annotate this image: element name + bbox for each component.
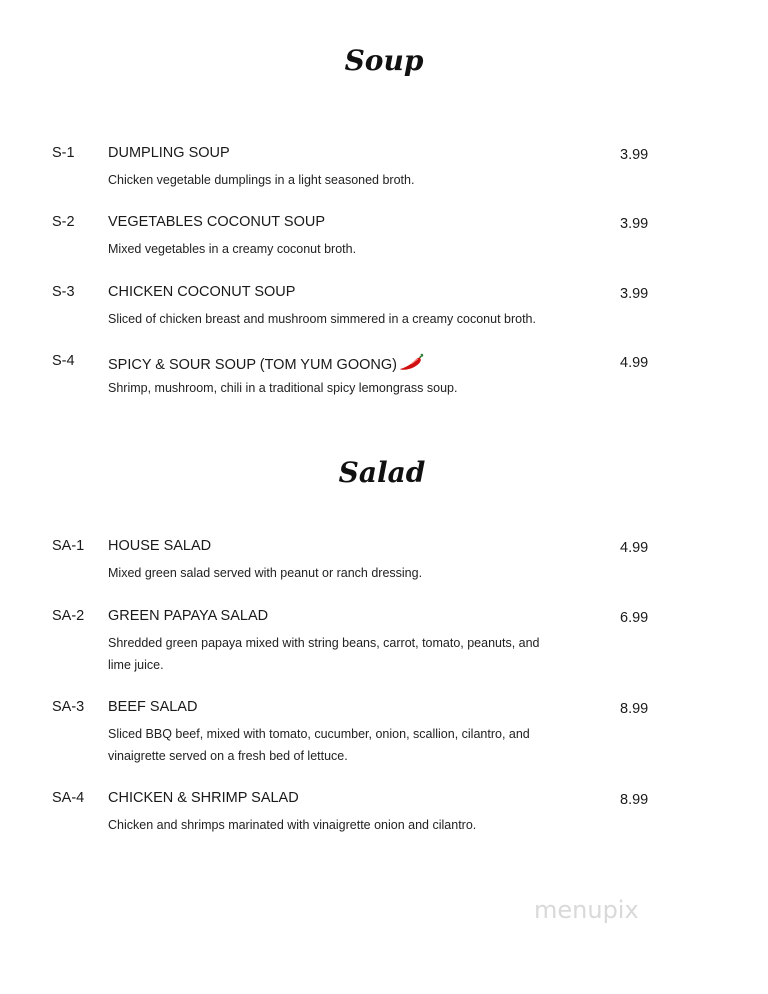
item-code: S-1 [52,145,75,161]
item-name: CHICKEN COCONUT SOUP [108,284,296,300]
item-name: BEEF SALAD [108,699,198,715]
item-description: Chicken and shrimps marinated with vinaigrette onion and cilantro. [108,818,477,832]
item-description: Sliced BBQ beef, mixed with tomato, cucumber, onion, scallion, cilantro, and vinaigrette served on a fresh bed of lettuce. [108,727,530,763]
item-description: Sliced of chicken breast and mushroom simmered in a creamy coconut broth. [108,312,536,326]
item-price: 8.99 [620,792,649,808]
salad-section-title: Salad [338,456,426,489]
item-name: CHICKEN & SHRIMP SALAD [108,790,299,806]
item-price: 3.99 [620,147,649,163]
soup-section-title: Soup [344,44,424,77]
item-code: SA-4 [52,790,85,806]
menupix-watermark: menupix [534,896,639,924]
item-price: 3.99 [620,286,649,302]
item-name-wrapper [108,353,425,373]
item-code: S-4 [52,353,75,369]
item-code: SA-3 [52,699,85,715]
item-code: SA-2 [52,608,85,624]
item-description: Mixed vegetables in a creamy coconut broth. [108,242,357,256]
item-price: 4.99 [620,355,649,371]
item-price: 4.99 [620,540,649,556]
item-code: S-3 [52,284,75,300]
item-name: DUMPLING SOUP [108,145,230,161]
chili-pepper-icon [399,353,425,373]
item-price: 3.99 [620,216,649,232]
item-name: HOUSE SALAD [108,538,212,554]
item-name: GREEN PAPAYA SALAD [108,608,269,624]
item-price: 8.99 [620,701,649,717]
item-name: VEGETABLES COCONUT SOUP [108,214,326,230]
item-price: 6.99 [620,610,649,626]
item-description: Chicken vegetable dumplings in a light seasoned broth. [108,173,415,187]
item-name: SPICY & SOUR SOUP (TOM YUM GOONG) [108,357,397,373]
item-description: Shrimp, mushroom, chili in a traditional spicy lemongrass soup. [108,381,458,395]
item-description: Shredded green papaya mixed with string beans, carrot, tomato, peanuts, and lime juice. [108,636,540,672]
item-description: Mixed green salad served with peanut or ranch dressing. [108,566,423,580]
item-code: S-2 [52,214,75,230]
item-code: SA-1 [52,538,85,554]
